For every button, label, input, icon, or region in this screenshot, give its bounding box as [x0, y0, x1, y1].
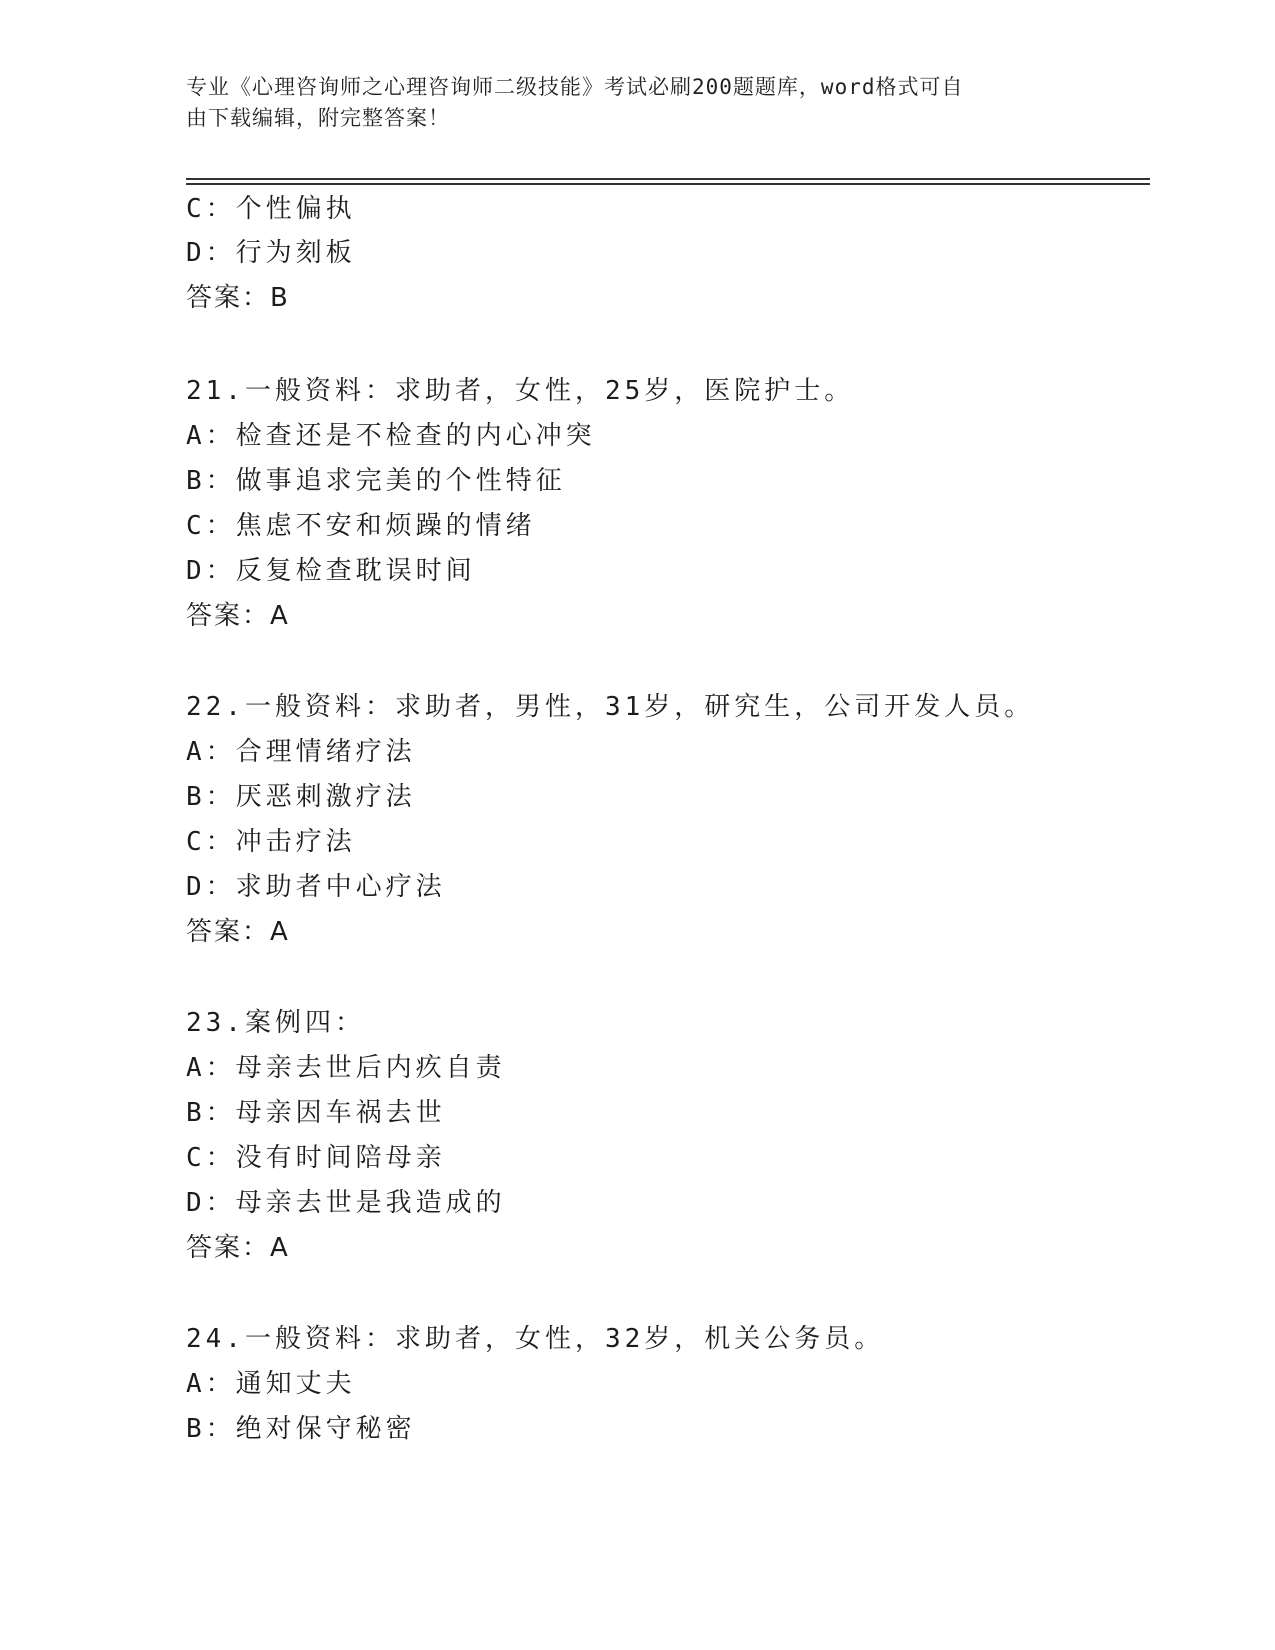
- document-header: [186, 72, 1066, 134]
- option-d: D：行为刻板: [186, 238, 356, 268]
- header-rule-top: [186, 178, 1150, 180]
- answer-label: 答案：A: [186, 601, 290, 631]
- option-d: D：反复检查耽误时间: [186, 556, 476, 586]
- option-d: D：母亲去世是我造成的: [186, 1188, 506, 1218]
- option-b: B：厌恶刺激疗法: [186, 782, 416, 812]
- answer-label: 答案：A: [186, 917, 290, 947]
- option-a: A：母亲去世后内疚自责: [186, 1053, 506, 1083]
- header-line-1: 专业《心理咨询师之心理咨询师二级技能》考试必刷200题题库，word格式可自: [186, 75, 964, 99]
- option-c: C：焦虑不安和烦躁的情绪: [186, 511, 536, 541]
- option-c: C：没有时间陪母亲: [186, 1143, 446, 1173]
- question-stem: 22.一般资料：求助者，男性，31岁，研究生，公司开发人员。: [186, 692, 1035, 722]
- option-a: A：通知丈夫: [186, 1369, 356, 1399]
- option-d: D：求助者中心疗法: [186, 872, 446, 902]
- answer-label: 答案：B: [186, 283, 290, 313]
- option-b: B：母亲因车祸去世: [186, 1098, 446, 1128]
- option-a: A：检查还是不检查的内心冲突: [186, 421, 596, 451]
- question-stem: 23.案例四：: [186, 1008, 365, 1038]
- option-b: B：做事追求完美的个性特征: [186, 466, 566, 496]
- question-stem: 24.一般资料：求助者，女性，32岁，机关公务员。: [186, 1324, 885, 1354]
- option-c: C：个性偏执: [186, 194, 356, 224]
- question-stem: 21.一般资料：求助者，女性，25岁，医院护士。: [186, 376, 855, 406]
- header-line-2: 由下载编辑，附完整答案！: [186, 106, 450, 130]
- answer-label: 答案：A: [186, 1233, 290, 1263]
- header-rule-bottom: [186, 183, 1150, 185]
- option-c: C：冲击疗法: [186, 827, 356, 857]
- option-a: A：合理情绪疗法: [186, 737, 416, 767]
- option-b: B：绝对保守秘密: [186, 1414, 416, 1444]
